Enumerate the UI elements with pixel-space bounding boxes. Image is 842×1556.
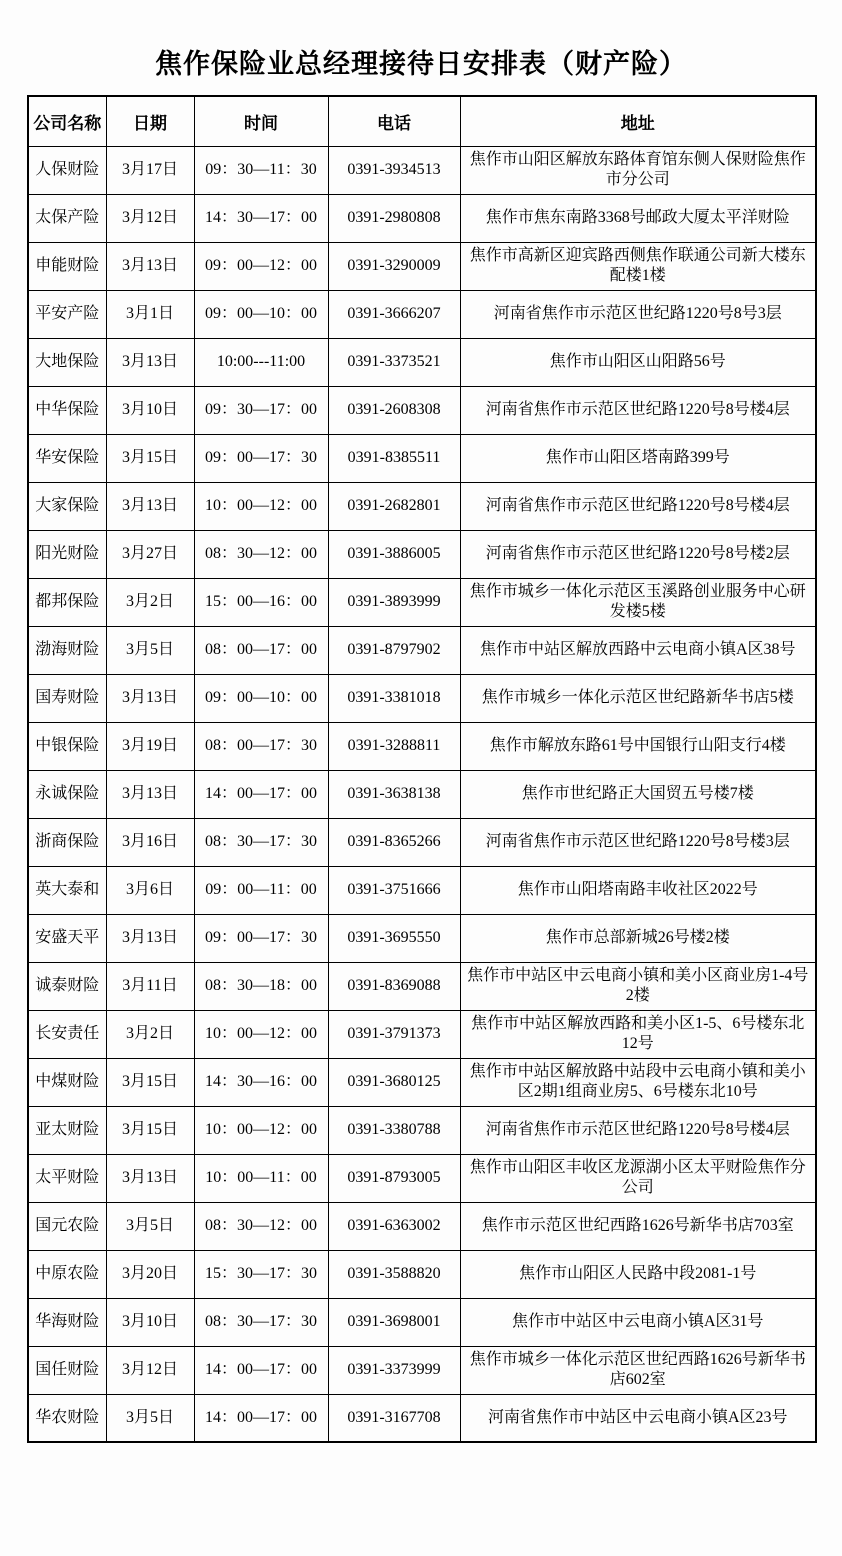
cell-date: 3月16日 <box>106 818 194 866</box>
table-row <box>28 962 816 1010</box>
cell-address: 焦作市示范区世纪西路1626号新华书店703室 <box>460 1202 816 1250</box>
cell-date: 3月17日 <box>106 146 194 194</box>
cell-address: 焦作市世纪路正大国贸五号楼7楼 <box>460 770 816 818</box>
cell-date: 3月1日 <box>106 290 194 338</box>
cell-company: 华农财险 <box>28 1394 106 1442</box>
cell-date: 3月11日 <box>106 962 194 1010</box>
cell-phone: 0391-2608308 <box>328 386 460 434</box>
cell-address: 河南省焦作市示范区世纪路1220号8号楼4层 <box>460 482 816 530</box>
cell-address: 焦作市山阳区塔南路399号 <box>460 434 816 482</box>
cell-company: 中银保险 <box>28 722 106 770</box>
cell-company: 大家保险 <box>28 482 106 530</box>
table-row <box>28 1154 816 1202</box>
table-row <box>28 914 816 962</box>
cell-company: 浙商保险 <box>28 818 106 866</box>
cell-company: 人保财险 <box>28 146 106 194</box>
cell-phone: 0391-3588820 <box>328 1250 460 1298</box>
cell-address: 焦作市山阳区人民路中段2081-1号 <box>460 1250 816 1298</box>
cell-time: 15：00—16：00 <box>194 578 328 626</box>
cell-time: 15：30—17：30 <box>194 1250 328 1298</box>
cell-company: 中煤财险 <box>28 1058 106 1106</box>
cell-phone: 0391-2682801 <box>328 482 460 530</box>
cell-phone: 0391-3680125 <box>328 1058 460 1106</box>
cell-date: 3月13日 <box>106 770 194 818</box>
table-row <box>28 1202 816 1250</box>
cell-address: 焦作市山阳区解放东路体育馆东侧人保财险焦作市分公司 <box>460 146 816 194</box>
cell-phone: 0391-3698001 <box>328 1298 460 1346</box>
cell-phone: 0391-3695550 <box>328 914 460 962</box>
cell-phone: 0391-3290009 <box>328 242 460 290</box>
cell-phone: 0391-3373521 <box>328 338 460 386</box>
cell-phone: 0391-2980808 <box>328 194 460 242</box>
cell-time: 08：00—17：30 <box>194 722 328 770</box>
cell-time: 14：30—16：00 <box>194 1058 328 1106</box>
cell-date: 3月13日 <box>106 482 194 530</box>
cell-company: 国寿财险 <box>28 674 106 722</box>
cell-phone: 0391-3381018 <box>328 674 460 722</box>
cell-company: 诚泰财险 <box>28 962 106 1010</box>
table-row <box>28 1250 816 1298</box>
column-header-company: 公司名称 <box>28 96 106 146</box>
cell-date: 3月12日 <box>106 1346 194 1394</box>
cell-address: 焦作市城乡一体化示范区玉溪路创业服务中心研发楼5楼 <box>460 578 816 626</box>
cell-date: 3月27日 <box>106 530 194 578</box>
cell-date: 3月10日 <box>106 1298 194 1346</box>
table-row <box>28 626 816 674</box>
cell-company: 永诚保险 <box>28 770 106 818</box>
cell-phone: 0391-6363002 <box>328 1202 460 1250</box>
cell-date: 3月5日 <box>106 626 194 674</box>
page-title: 焦作保险业总经理接待日安排表（财产险） <box>155 49 687 79</box>
cell-address: 焦作市焦东南路3368号邮政大厦太平洋财险 <box>460 194 816 242</box>
cell-company: 中原农险 <box>28 1250 106 1298</box>
cell-date: 3月15日 <box>106 434 194 482</box>
cell-date: 3月13日 <box>106 242 194 290</box>
cell-time: 09：00—12：00 <box>194 242 328 290</box>
cell-company: 中华保险 <box>28 386 106 434</box>
cell-phone: 0391-8385511 <box>328 434 460 482</box>
cell-address: 河南省焦作市示范区世纪路1220号8号楼4层 <box>460 386 816 434</box>
cell-address: 焦作市中站区中云电商小镇A区31号 <box>460 1298 816 1346</box>
cell-address: 河南省焦作市示范区世纪路1220号8号楼3层 <box>460 818 816 866</box>
table-row <box>28 434 816 482</box>
cell-date: 3月2日 <box>106 1010 194 1058</box>
cell-time: 14：00—17：00 <box>194 1394 328 1442</box>
cell-company: 国元农险 <box>28 1202 106 1250</box>
cell-time: 09：30—11：30 <box>194 146 328 194</box>
cell-date: 3月2日 <box>106 578 194 626</box>
table-row <box>28 722 816 770</box>
column-header-address: 地址 <box>460 96 816 146</box>
cell-time: 08：30—18：00 <box>194 962 328 1010</box>
cell-date: 3月15日 <box>106 1058 194 1106</box>
cell-date: 3月15日 <box>106 1106 194 1154</box>
column-header-date: 日期 <box>106 96 194 146</box>
cell-address: 焦作市中站区解放路中站段中云电商小镇和美小区2期1组商业房5、6号楼东北10号 <box>460 1058 816 1106</box>
table-row <box>28 674 816 722</box>
cell-address: 焦作市解放东路61号中国银行山阳支行4楼 <box>460 722 816 770</box>
cell-phone: 0391-3638138 <box>328 770 460 818</box>
cell-company: 阳光财险 <box>28 530 106 578</box>
cell-company: 华安保险 <box>28 434 106 482</box>
cell-phone: 0391-3751666 <box>328 866 460 914</box>
cell-time: 08：30—12：00 <box>194 1202 328 1250</box>
cell-company: 大地保险 <box>28 338 106 386</box>
cell-address: 焦作市城乡一体化示范区世纪西路1626号新华书店602室 <box>460 1346 816 1394</box>
cell-date: 3月5日 <box>106 1394 194 1442</box>
cell-phone: 0391-3380788 <box>328 1106 460 1154</box>
cell-company: 长安责任 <box>28 1010 106 1058</box>
table-row <box>28 1346 816 1394</box>
cell-address: 焦作市高新区迎宾路西侧焦作联通公司新大楼东配楼1楼 <box>460 242 816 290</box>
cell-address: 河南省焦作市示范区世纪路1220号8号3层 <box>460 290 816 338</box>
table-row <box>28 194 816 242</box>
cell-time: 09：00—17：30 <box>194 914 328 962</box>
table-row <box>28 146 816 194</box>
table-row <box>28 818 816 866</box>
cell-company: 都邦保险 <box>28 578 106 626</box>
table-row <box>28 386 816 434</box>
cell-date: 3月12日 <box>106 194 194 242</box>
cell-company: 申能财险 <box>28 242 106 290</box>
cell-address: 河南省焦作市示范区世纪路1220号8号楼2层 <box>460 530 816 578</box>
cell-company: 英大泰和 <box>28 866 106 914</box>
cell-company: 渤海财险 <box>28 626 106 674</box>
cell-date: 3月6日 <box>106 866 194 914</box>
column-header-phone: 电话 <box>328 96 460 146</box>
cell-time: 10：00—12：00 <box>194 1106 328 1154</box>
cell-phone: 0391-8793005 <box>328 1154 460 1202</box>
table-row <box>28 1010 816 1058</box>
table-row <box>28 338 816 386</box>
cell-address: 焦作市中站区解放西路和美小区1-5、6号楼东北12号 <box>460 1010 816 1058</box>
cell-phone: 0391-3373999 <box>328 1346 460 1394</box>
cell-phone: 0391-3288811 <box>328 722 460 770</box>
cell-time: 09：00—10：00 <box>194 674 328 722</box>
cell-phone: 0391-3666207 <box>328 290 460 338</box>
table-row <box>28 1394 816 1442</box>
cell-address: 焦作市中站区中云电商小镇和美小区商业房1-4号2楼 <box>460 962 816 1010</box>
cell-company: 平安产险 <box>28 290 106 338</box>
table-row <box>28 530 816 578</box>
cell-time: 09：00—11：00 <box>194 866 328 914</box>
cell-time: 08：30—12：00 <box>194 530 328 578</box>
cell-date: 3月20日 <box>106 1250 194 1298</box>
table-header-row <box>28 96 816 146</box>
cell-date: 3月13日 <box>106 914 194 962</box>
cell-time: 09：00—10：00 <box>194 290 328 338</box>
cell-date: 3月10日 <box>106 386 194 434</box>
cell-time: 10：00—11：00 <box>194 1154 328 1202</box>
cell-address: 河南省焦作市示范区世纪路1220号8号楼4层 <box>460 1106 816 1154</box>
cell-company: 亚太财险 <box>28 1106 106 1154</box>
cell-phone: 0391-8797902 <box>328 626 460 674</box>
cell-address: 焦作市城乡一体化示范区世纪路新华书店5楼 <box>460 674 816 722</box>
cell-phone: 0391-3934513 <box>328 146 460 194</box>
cell-phone: 0391-3893999 <box>328 578 460 626</box>
cell-time: 10：00—12：00 <box>194 1010 328 1058</box>
cell-company: 国任财险 <box>28 1346 106 1394</box>
table-row <box>28 1298 816 1346</box>
cell-date: 3月19日 <box>106 722 194 770</box>
cell-phone: 0391-3791373 <box>328 1010 460 1058</box>
cell-company: 华海财险 <box>28 1298 106 1346</box>
cell-company: 太平财险 <box>28 1154 106 1202</box>
cell-date: 3月13日 <box>106 674 194 722</box>
cell-time: 14：00—17：00 <box>194 770 328 818</box>
cell-phone: 0391-3167708 <box>328 1394 460 1442</box>
cell-time: 08：30—17：30 <box>194 1298 328 1346</box>
table-row <box>28 578 816 626</box>
table-row <box>28 866 816 914</box>
table-row <box>28 1058 816 1106</box>
cell-address: 焦作市总部新城26号楼2楼 <box>460 914 816 962</box>
cell-company: 安盛天平 <box>28 914 106 962</box>
cell-phone: 0391-3886005 <box>328 530 460 578</box>
cell-time: 09：30—17：00 <box>194 386 328 434</box>
cell-address: 焦作市山阳区山阳路56号 <box>460 338 816 386</box>
schedule-table <box>27 95 817 1443</box>
cell-time: 10：00—12：00 <box>194 482 328 530</box>
cell-time: 14：00—17：00 <box>194 1346 328 1394</box>
cell-phone: 0391-8369088 <box>328 962 460 1010</box>
cell-address: 焦作市山阳塔南路丰收社区2022号 <box>460 866 816 914</box>
table-row <box>28 482 816 530</box>
cell-date: 3月5日 <box>106 1202 194 1250</box>
table-row <box>28 290 816 338</box>
cell-company: 太保产险 <box>28 194 106 242</box>
cell-address: 河南省焦作市中站区中云电商小镇A区23号 <box>460 1394 816 1442</box>
cell-time: 08：00—17：00 <box>194 626 328 674</box>
cell-address: 焦作市中站区解放西路中云电商小镇A区38号 <box>460 626 816 674</box>
table-row <box>28 1106 816 1154</box>
cell-time: 14：30—17：00 <box>194 194 328 242</box>
cell-time: 08：30—17：30 <box>194 818 328 866</box>
cell-date: 3月13日 <box>106 338 194 386</box>
table-row <box>28 770 816 818</box>
cell-time: 10:00---11:00 <box>194 338 328 386</box>
table-row <box>28 242 816 290</box>
column-header-time: 时间 <box>194 96 328 146</box>
cell-date: 3月13日 <box>106 1154 194 1202</box>
cell-phone: 0391-8365266 <box>328 818 460 866</box>
cell-time: 09：00—17：30 <box>194 434 328 482</box>
cell-address: 焦作市山阳区丰收区龙源湖小区太平财险焦作分公司 <box>460 1154 816 1202</box>
